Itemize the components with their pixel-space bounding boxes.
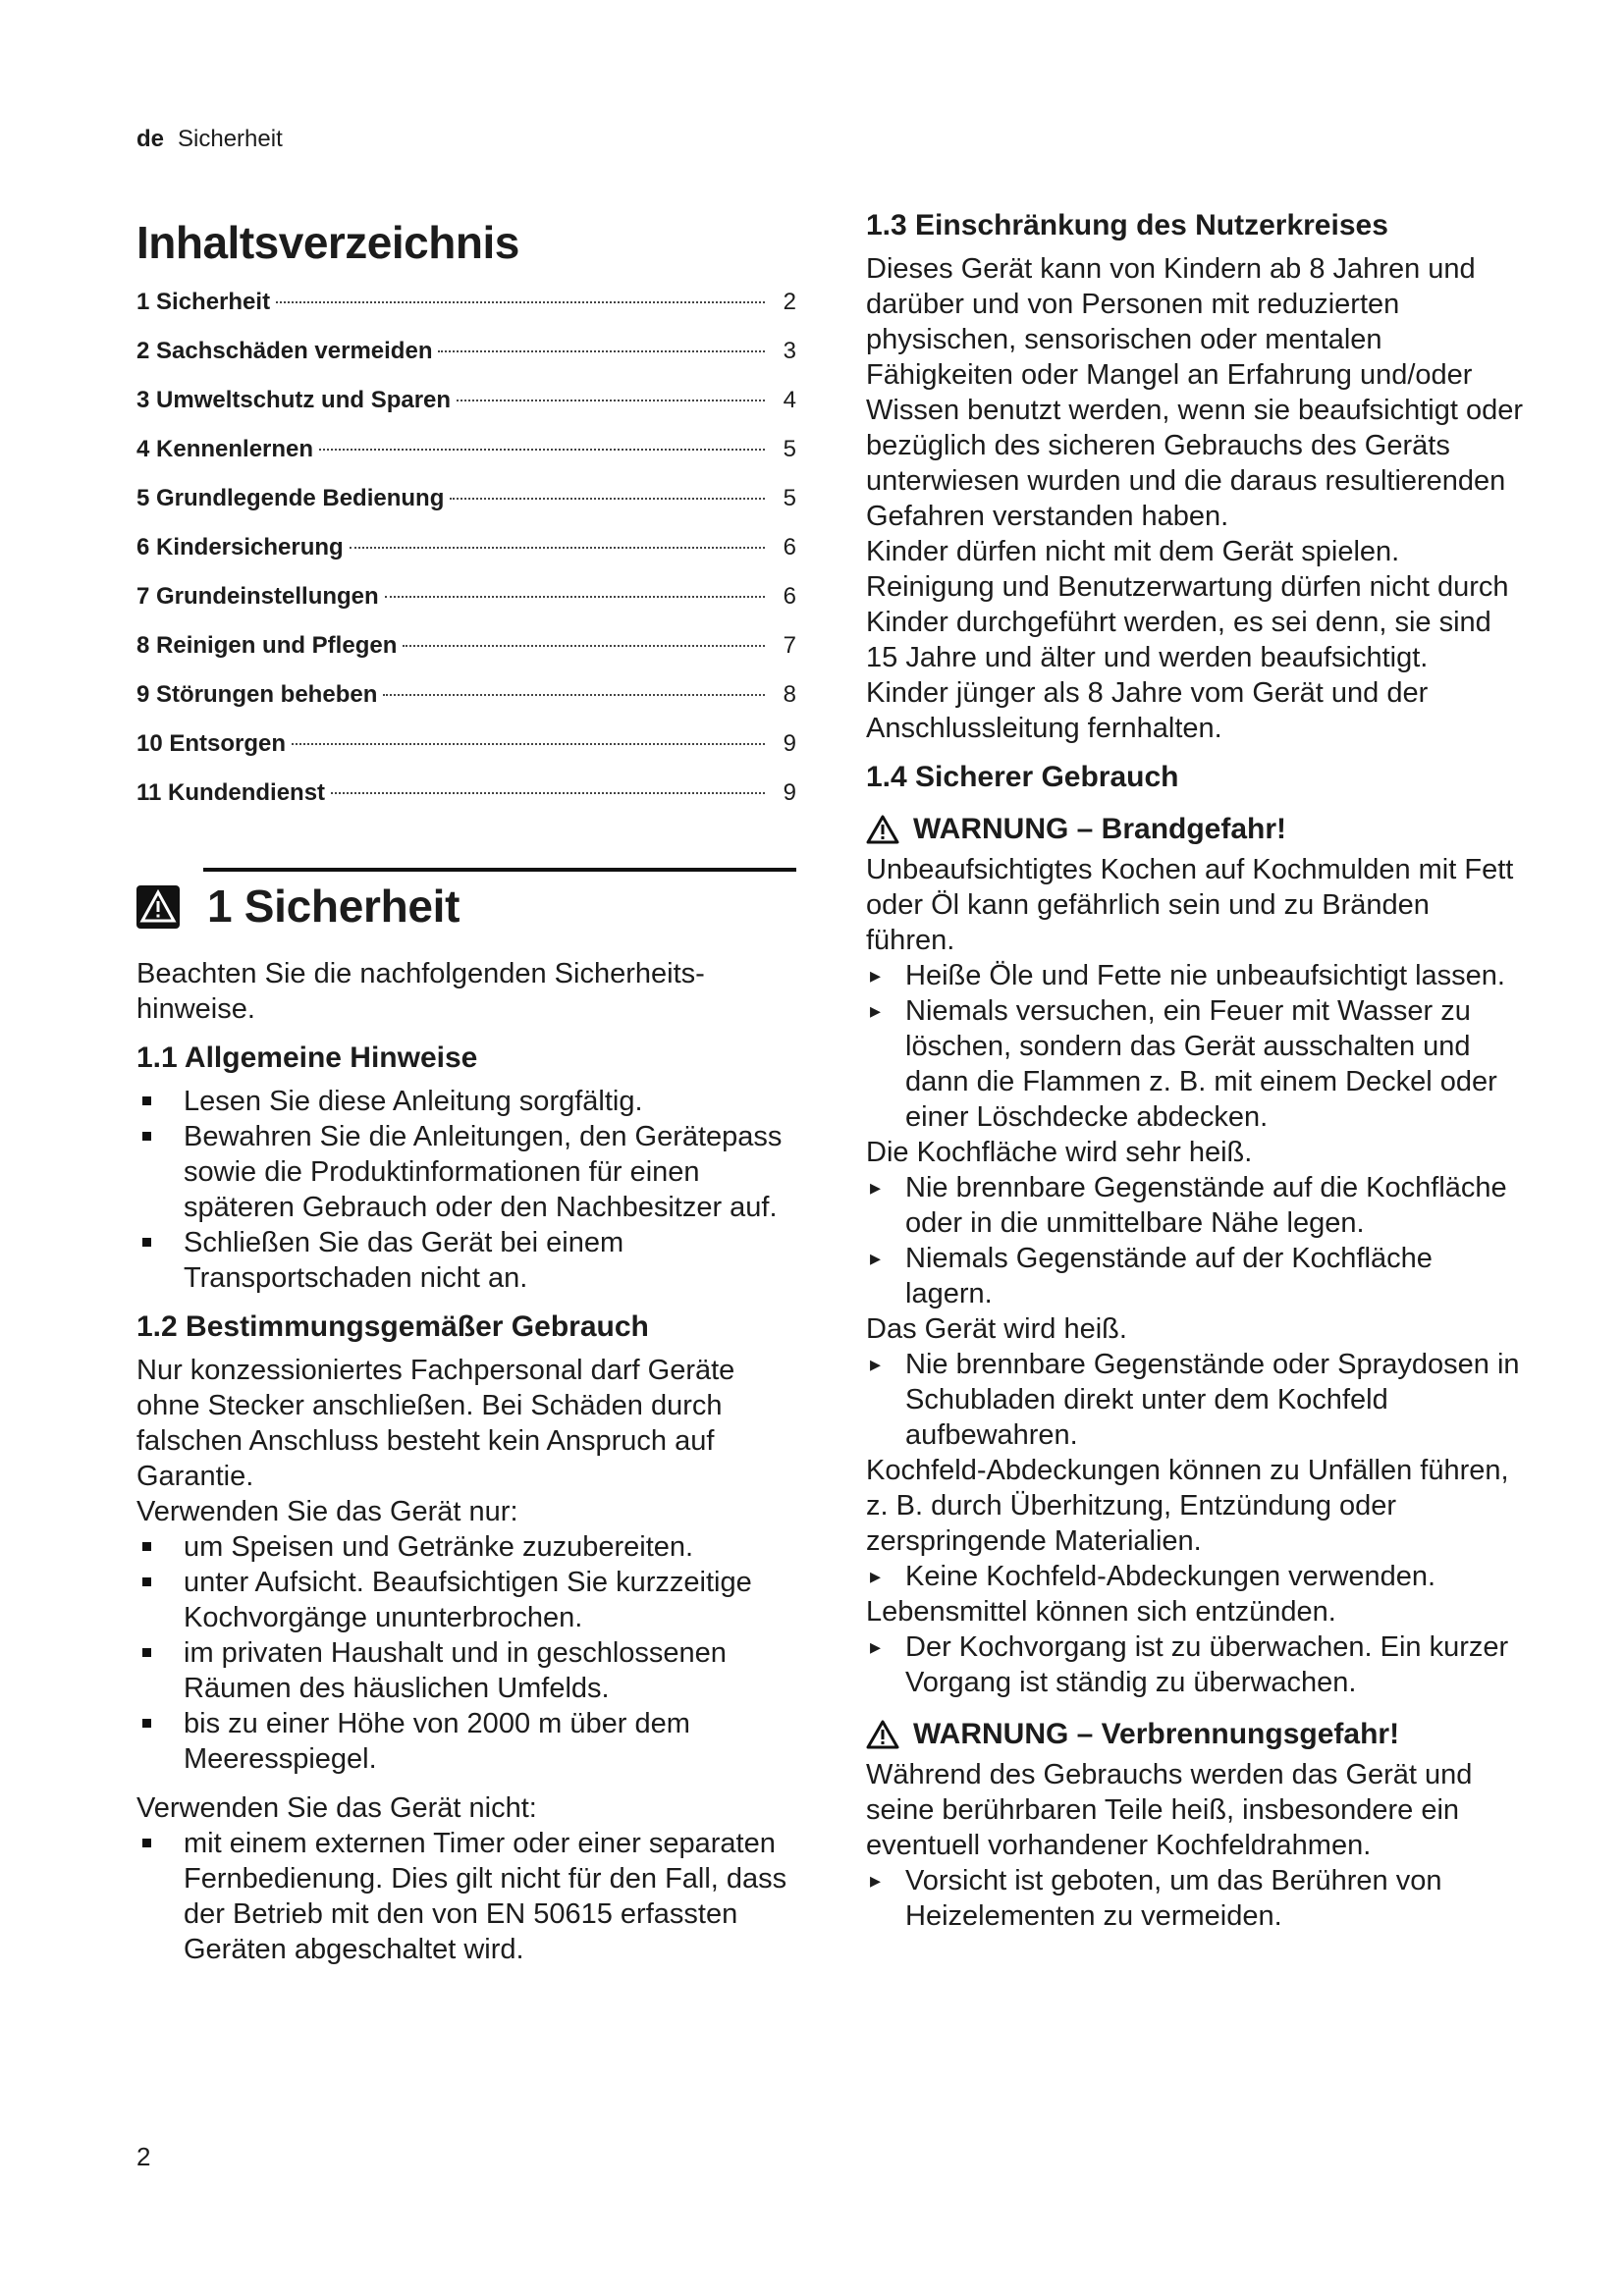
action-list: [866, 1170, 1526, 1311]
toc-item[interactable]: [136, 779, 796, 828]
running-header: [136, 126, 283, 153]
toc-item-label: 4 Kennenlernen: [136, 436, 314, 462]
action-item: ▸ Der Kochvorgang ist zu überwachen. Ein kurzer Vorgang ist ständig zu überwachen.: [866, 1629, 1526, 1700]
warning-triangle-icon: [866, 815, 899, 844]
toc-dots: [403, 645, 765, 647]
subsection-title-1-3: 1.3 Einschränkung des Nutzerkreises: [866, 209, 1388, 241]
toc-item-page: 7: [783, 632, 796, 659]
toc-item-label: 6 Kindersicherung: [136, 534, 344, 561]
toc-item-page: 5: [783, 436, 796, 462]
toc-title: Inhaltsverzeichnis: [136, 217, 519, 268]
toc-item-page: 4: [783, 387, 796, 413]
toc-item-page: 6: [783, 534, 796, 561]
action-list: [866, 1863, 1526, 1934]
action-item: ▸ Nie brennbare Gegenstände oder Spraydosen in Schubladen direkt unter dem Kochfeld aufbewahren.: [866, 1347, 1526, 1453]
toc-list: [136, 289, 796, 828]
list-item: Lesen Sie diese Anleitung sorgfältig.: [136, 1084, 796, 1119]
toc-item-label: 1 Sicherheit: [136, 289, 271, 315]
subsection-title-1-1: 1.1 Allgemeine Hinweise: [136, 1041, 478, 1074]
left-column: [136, 208, 796, 1967]
paragraph: Die Kochfläche wird sehr heiß.: [866, 1137, 1253, 1168]
action-item: ▸ Nie brennbare Gegenstände auf die Kochfläche oder in die unmittelbare Nähe legen.: [866, 1170, 1526, 1241]
toc-item-label: 7 Grundeinstellungen: [136, 583, 379, 610]
toc-item-label: 9 Störungen beheben: [136, 681, 378, 708]
language-code: de: [136, 126, 165, 152]
right-column: [866, 208, 1526, 1934]
toc-item-page: 6: [783, 583, 796, 610]
section-rule: [203, 868, 796, 872]
paragraph: Dieses Gerät kann von Kindern ab 8 Jahren und darüber und von Personen mit reduzierten physischen, sensorischen oder mentalen Fähigkeiten oder Mangel an Erfahrung und/oder Wissen benutzt werden, wenn sie beaufsichtigt oder bezüglich des sicheren Gebrauchs des Geräts unterwiesen wurden und die daraus resultierenden Gefahren verstanden haben.: [866, 253, 1523, 532]
warning-manual-icon: [136, 885, 180, 929]
toc-item[interactable]: [136, 583, 796, 632]
toc-dots: [331, 792, 765, 794]
toc-dots: [292, 743, 765, 745]
toc-dots: [438, 350, 765, 352]
toc-item-page: 3: [783, 338, 796, 364]
warning-title: WARNUNG – Verbrennungsgefahr!: [913, 1718, 1400, 1750]
paragraph: Kinder jünger als 8 Jahre vom Gerät und der Anschlussleitung fernhalten.: [866, 677, 1429, 744]
paragraph: Verwenden Sie das Gerät nicht:: [136, 1792, 537, 1824]
toc-item-label: 8 Reinigen und Pflegen: [136, 632, 398, 659]
toc-item-label: 10 Entsorgen: [136, 730, 287, 757]
list-item: unter Aufsicht. Beaufsichtigen Sie kurzzeitige Kochvorgänge ununterbrochen.: [136, 1565, 796, 1635]
toc-item[interactable]: [136, 338, 796, 387]
paragraph: Lebensmittel können sich entzünden.: [866, 1596, 1336, 1628]
toc-item-page: 5: [783, 485, 796, 511]
paragraph: Verwenden Sie das Gerät nur:: [136, 1496, 518, 1527]
section-title: 1 Sicherheit: [207, 881, 460, 932]
warning-fire: [866, 813, 1526, 846]
paragraph: Unbeaufsichtigtes Kochen auf Kochmulden mit Fett oder Öl kann gefährlich sein und zu Bränden führen.: [866, 854, 1514, 956]
subsection-title-1-4: 1.4 Sicherer Gebrauch: [866, 761, 1179, 793]
toc-item-label: 3 Umweltschutz und Sparen: [136, 387, 452, 413]
paragraph: Reinigung und Benutzerwartung dürfen nicht durch Kinder durchgeführt werden, es sei denn, sie sind 15 Jahre und älter und werden beaufsichtigt.: [866, 571, 1509, 673]
page-number: 2: [136, 2142, 151, 2171]
use-list: [136, 1529, 796, 1777]
section-heading: [136, 868, 796, 956]
toc-item-label: 5 Grundlegende Bedienung: [136, 485, 445, 511]
paragraph: Während des Gebrauchs werden das Gerät und seine berührbaren Teile heiß, insbesondere ein eventuell vorhandener Kochfeldrahmen.: [866, 1759, 1473, 1861]
paragraph: Nur konzessioniertes Fachpersonal darf Geräte ohne Stecker anschließen. Bei Schäden durch falschen Anschluss besteht kein Anspruch auf Garantie.: [136, 1355, 735, 1492]
list-item: mit einem externen Timer oder einer separaten Fernbedienung. Dies gilt nicht für den Fall, dass der Betrieb mit den von EN 50615 erfassten Geräten abgeschaltet wird.: [136, 1826, 796, 1967]
list-item: im privaten Haushalt und in geschlossenen Räumen des häuslichen Umfelds.: [136, 1635, 796, 1706]
warning-burn: [866, 1718, 1526, 1751]
header-section: Sicherheit: [178, 126, 283, 152]
toc-item-label: 11 Kundendienst: [136, 779, 326, 806]
toc-item[interactable]: [136, 485, 796, 534]
toc-item[interactable]: [136, 730, 796, 779]
action-item: ▸ Vorsicht ist geboten, um das Berühren von Heizelementen zu vermeiden.: [866, 1863, 1526, 1934]
toc-dots: [350, 547, 765, 549]
toc-item[interactable]: [136, 387, 796, 436]
toc-item-label: 2 Sachschäden vermeiden: [136, 338, 433, 364]
toc-dots: [383, 694, 765, 696]
toc-item[interactable]: [136, 534, 796, 583]
paragraph: Das Gerät wird heiß.: [866, 1313, 1127, 1345]
action-item: ▸ Keine Kochfeld-Abdeckungen verwenden.: [866, 1559, 1526, 1594]
toc-item-page: 9: [783, 779, 796, 806]
toc-dots: [276, 301, 765, 303]
action-list: [866, 958, 1526, 1135]
no-use-list: [136, 1826, 796, 1967]
list-item: bis zu einer Höhe von 2000 m über dem Meeresspiegel.: [136, 1706, 796, 1777]
toc-item-page: 9: [783, 730, 796, 757]
toc-dots: [319, 449, 765, 451]
toc-item[interactable]: [136, 632, 796, 681]
action-list: [866, 1629, 1526, 1700]
action-item: ▸ Heiße Öle und Fette nie unbeaufsichtigt lassen.: [866, 958, 1526, 993]
toc-item[interactable]: [136, 289, 796, 338]
toc-item[interactable]: [136, 436, 796, 485]
toc-dots: [450, 498, 765, 500]
paragraph: Kochfeld-Abdeckungen können zu Unfällen führen, z. B. durch Überhitzung, Entzündung oder zerspringende Materialien.: [866, 1455, 1509, 1557]
list-item: Schließen Sie das Gerät bei einem Transportschaden nicht an.: [136, 1225, 796, 1296]
toc-dots: [385, 596, 765, 598]
section-intro: Beachten Sie die nachfolgenden Sicherheits-hinweise.: [136, 958, 705, 1025]
toc-dots: [457, 400, 765, 401]
subsection-title-1-2: 1.2 Bestimmungsgemäßer Gebrauch: [136, 1310, 649, 1343]
toc-item-page: 8: [783, 681, 796, 708]
general-notes-list: [136, 1084, 796, 1296]
toc-item-page: 2: [783, 289, 796, 315]
warning-title: WARNUNG – Brandgefahr!: [913, 813, 1287, 845]
toc-item[interactable]: [136, 681, 796, 730]
action-item: ▸ Niemals Gegenstände auf der Kochfläche lagern.: [866, 1241, 1526, 1311]
action-list: [866, 1347, 1526, 1453]
warning-triangle-icon: [866, 1720, 899, 1749]
list-item: um Speisen und Getränke zuzubereiten.: [136, 1529, 796, 1565]
action-list: [866, 1559, 1526, 1594]
action-item: ▸ Niemals versuchen, ein Feuer mit Wasser zu löschen, sondern das Gerät ausschalten und dann die Flammen z. B. mit einem Deckel oder einer Löschdecke abdecken.: [866, 993, 1526, 1135]
paragraph: Kinder dürfen nicht mit dem Gerät spielen.: [866, 536, 1400, 567]
list-item: Bewahren Sie die Anleitungen, den Gerätepass sowie die Produktinformationen für einen späteren Gebrauch oder den Nachbesitzer auf.: [136, 1119, 796, 1225]
